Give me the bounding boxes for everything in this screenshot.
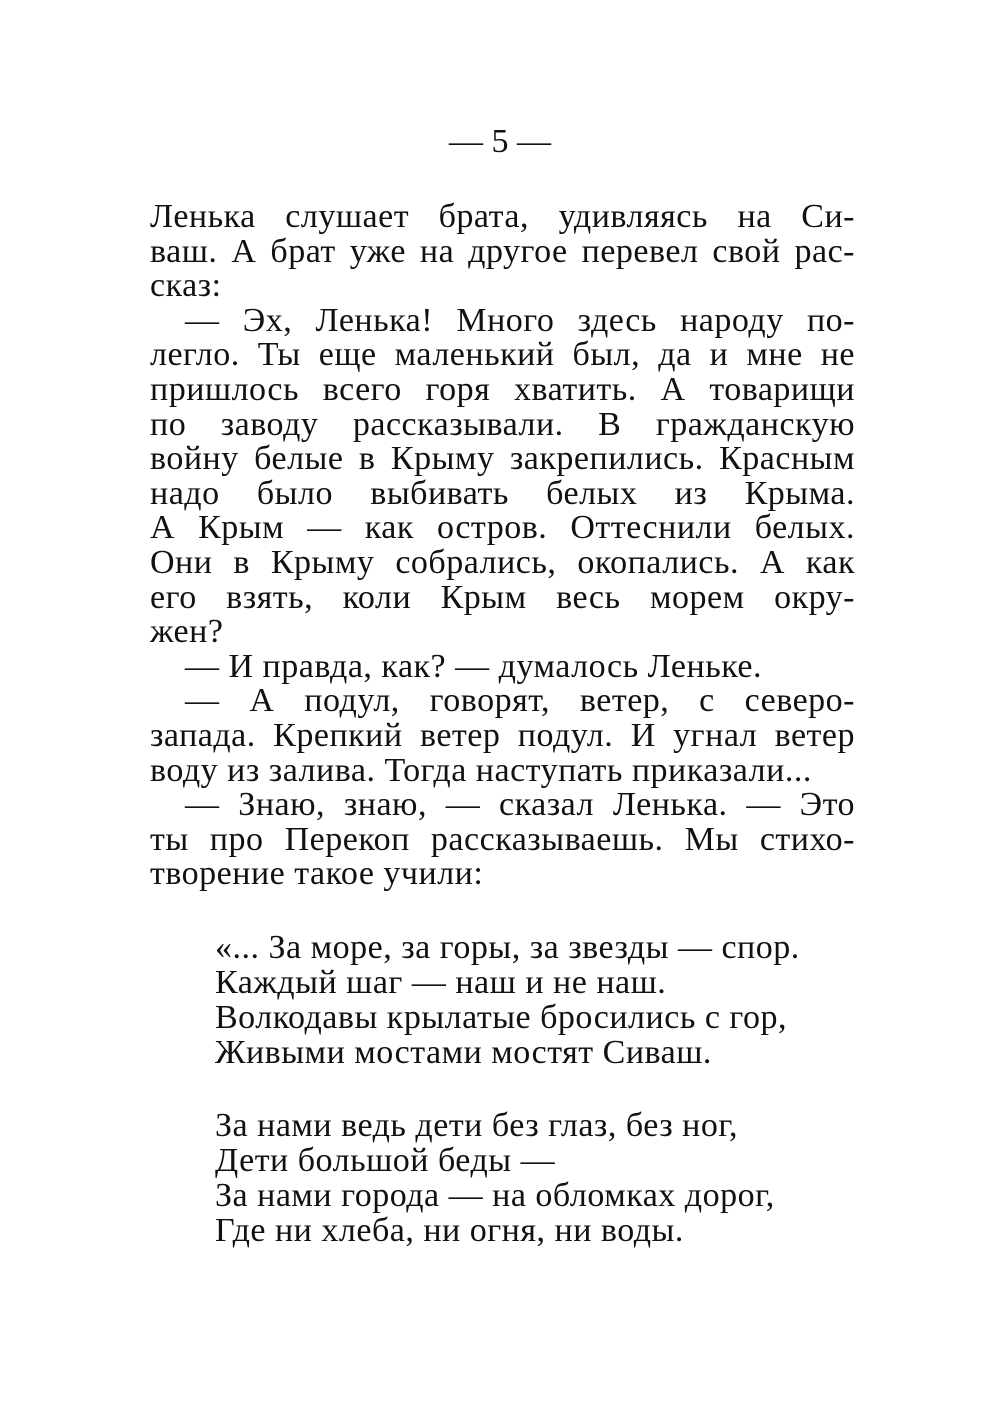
text-line: — Эх, Ленька! Много здесь народу по- [185,301,855,339]
poem [215,930,865,1286]
poem-line: Дети большой беды — [215,1142,556,1179]
poem-line: За нами города — на обломках дорог, [215,1177,775,1214]
text-line: жен? [150,613,224,651]
text-line: А Крым — как остров. Оттеснили белых. [150,509,855,547]
poem-line: За нами ведь дети без глаз, без ног, [215,1107,738,1144]
page-number: — 5 — [449,123,551,160]
text-line: творение такое учили: [150,855,484,893]
text-line: Они в Крыму собрались, окопались. А как [150,543,855,581]
text-line: сказ: [150,267,222,305]
prose-text [150,200,855,892]
text-line: по заводу рассказывали. В гражданскую [150,405,855,443]
text-line: пришлось всего горя хватить. А товарищи [150,370,855,408]
text-line: надо было выбивать белых из Крыма. [150,474,855,512]
text-line: войну белые в Крыму закрепились. Красным [150,440,855,478]
text-line: — И правда, как? — думалось Леньке. [185,647,762,685]
text-line: — Знаю, знаю, — сказал Ленька. — Это [185,786,855,824]
poem-stanza-1 [215,930,865,1070]
text-line: ты про Перекоп рассказываешь. Мы стихо- [150,820,855,858]
poem-line: Волкодавы крылатые бросились с гор, [215,999,788,1036]
poem-line: «... За море, за горы, за звезды — спор. [215,929,800,966]
text-line: Ленька слушает брата, удивляясь на Си- [150,198,855,235]
text-line: ваш. А брат уже на другое перевел свой рас- [150,232,855,270]
text-line: воду из залива. Тогда наступать приказали... [150,751,812,789]
text-line: запада. Крепкий ветер подул. И угнал ветер [150,716,855,754]
poem-line: Где ни хлеба, ни огня, ни воды. [215,1212,684,1249]
poem-line: Живыми мостами мостят Сиваш. [215,1034,712,1071]
poem-line: Каждый шаг — наш и не наш. [215,964,667,1001]
text-line: легло. Ты еще маленький был, да и мне не [150,336,855,374]
text-line: его взять, коли Крым весь морем окру- [150,578,855,616]
poem-stanza-2 [215,1108,865,1248]
text-line: — А подул, говорят, ветер, с северо- [185,682,855,720]
